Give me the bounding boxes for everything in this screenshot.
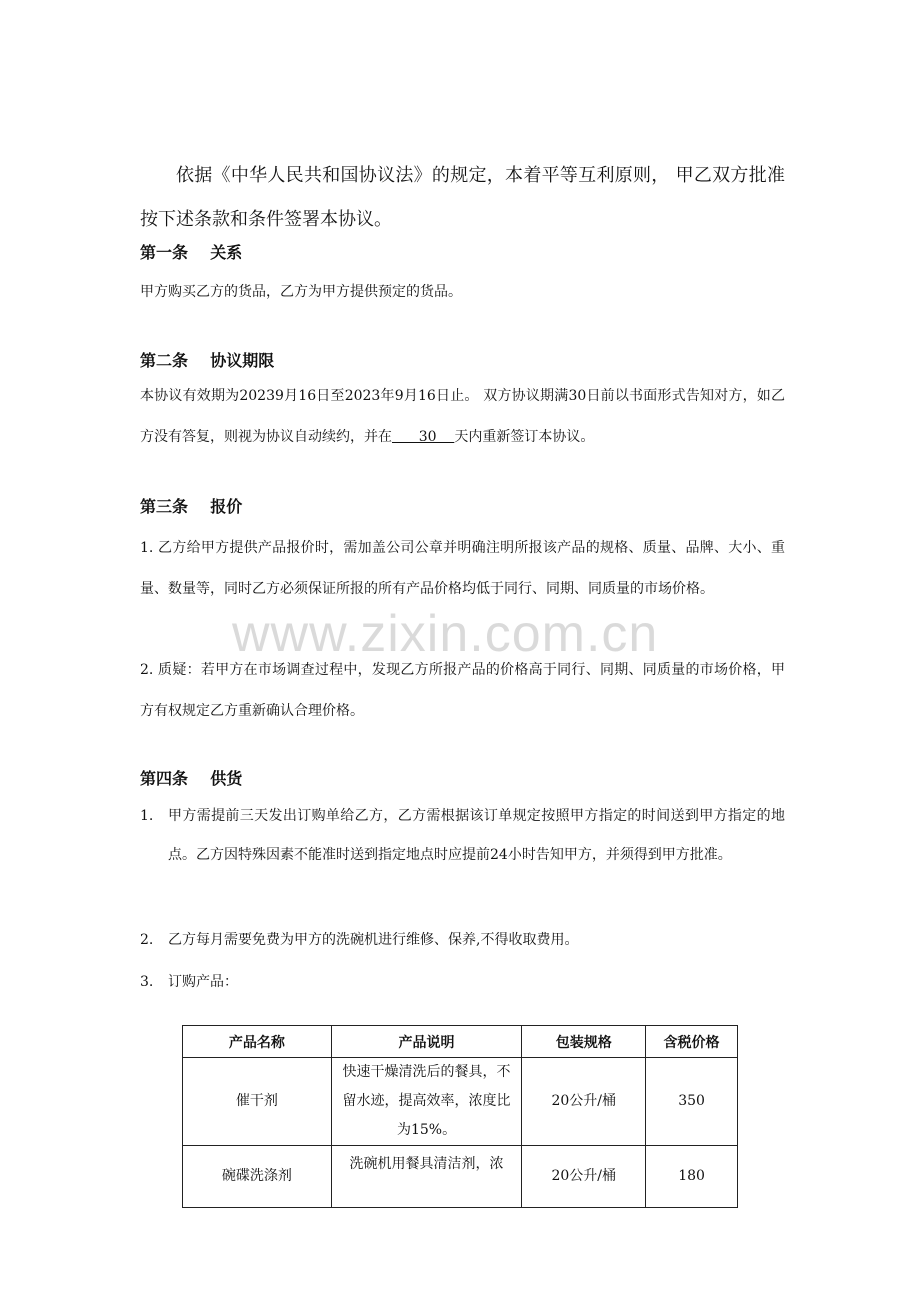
article-4-item-3	[140, 963, 785, 1002]
column-header-packaging: 包装规格	[522, 1026, 646, 1058]
product-description-cell: 快速干燥清洗后的餐具，不留水迹，提高效率，浓度比为15%。	[331, 1058, 522, 1146]
column-header-price: 含税价格	[646, 1026, 738, 1058]
watermark: www.zixin.com.cn	[232, 605, 659, 663]
table-row	[183, 1058, 738, 1146]
article-3-item-2: 2. 质疑：若甲方在市场调查过程中，发现乙方所报产品的价格高于同行、同期、同质量的市场价格，甲方有权规定乙方重新确认合理价格。	[140, 662, 785, 719]
product-price-cell: 350	[646, 1058, 738, 1146]
renewal-days-blank: 30	[392, 429, 455, 445]
item-text: 甲方需提前三天发出订购单给乙方，乙方需根据该订单规定按照甲方指定的时间送到甲方指定的地点。乙方因特殊因素不能准时送到指定地点时应提前24小时告知甲方，并须得到甲方批准。	[168, 808, 785, 863]
article-1-text: 甲方购买乙方的货品，乙方为甲方提供预定的货品。	[140, 284, 462, 300]
item-text: 乙方每月需要免费为甲方的洗碗机进行维修、保养,不得收取费用。	[168, 932, 579, 948]
product-packaging-cell: 20公升/桶	[522, 1146, 646, 1208]
product-name-cell: 催干剂	[183, 1058, 332, 1146]
product-table	[182, 1025, 738, 1208]
product-description-cell: 洗碗机用餐具清洁剂，浓	[331, 1146, 522, 1208]
product-packaging-cell: 20公升/桶	[522, 1058, 646, 1146]
article-2-text	[140, 376, 785, 458]
column-header-name: 产品名称	[183, 1026, 332, 1058]
article-3-heading: 第三条 报价	[140, 497, 243, 516]
article-4-item-2	[140, 921, 785, 960]
product-price-cell: 180	[646, 1146, 738, 1208]
article-2-text-after: 天内重新签订本协议。	[454, 429, 595, 445]
item-number: 2.	[140, 932, 154, 948]
article-3-item-1: 1. 乙方给甲方提供产品报价时，需加盖公司公章并明确注明所报该产品的规格、质量、品牌、大小、重量、数量等，同时乙方必须保证所报的所有产品价格均低于同行、同期、同质量的市场价格。	[140, 540, 785, 597]
table-row	[183, 1146, 738, 1208]
item-number: 3.	[140, 974, 154, 990]
item-text: 订购产品：	[168, 974, 238, 990]
article-1-heading: 第一条 关系	[140, 243, 243, 262]
item-number: 1.	[140, 808, 154, 824]
article-4-item-1	[140, 797, 785, 875]
article-2-text-before: 本协议有效期为20239月16日至2023年9月16日止。 双方协议期满30日前以书面形式告知对方，如乙方没有答复，则视为协议自动续约，并在	[140, 388, 785, 445]
article-2-heading: 第二条 协议期限	[140, 351, 275, 370]
product-name-cell: 碗碟洗涤剂	[183, 1146, 332, 1208]
table-header-row	[183, 1026, 738, 1058]
article-4-heading: 第四条 供货	[140, 769, 243, 788]
intro-paragraph: 依据《中华人民共和国协议法》的规定，本着平等互利原则， 甲乙双方批准按下述条款和条件签署本协议。	[140, 165, 785, 230]
column-header-description: 产品说明	[331, 1026, 522, 1058]
